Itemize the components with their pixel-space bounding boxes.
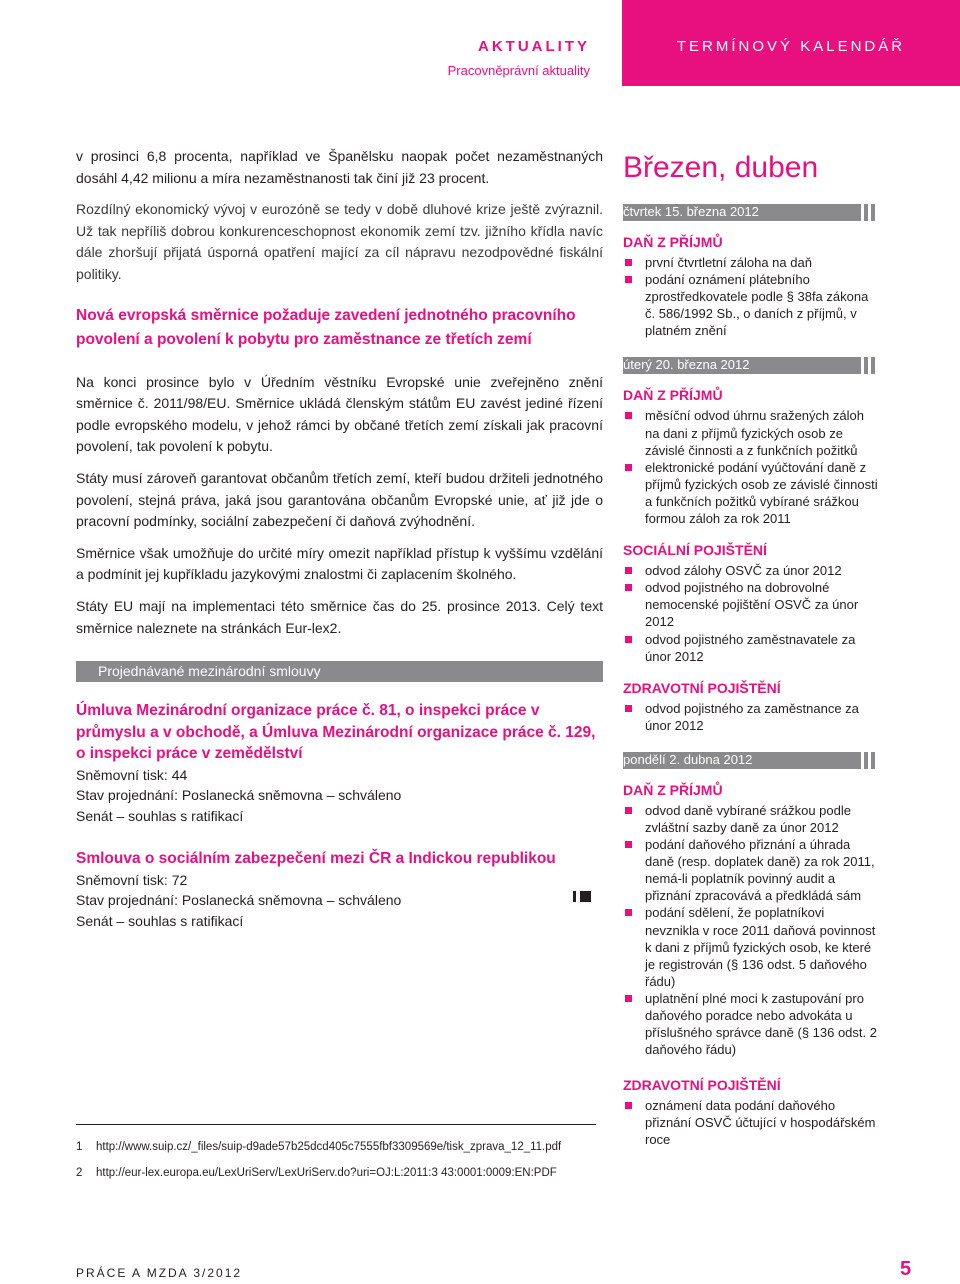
article-paragraph: Směrnice však umožňuje do určité míry omezit například přístup k vyššímu vzdělání a podmínit jej kupříkladu jazykovými znalostmi či zaplacením školného.	[76, 544, 603, 583]
article-subheading: Nová evropská směrnice požaduje zavedení jednotného pracovního povolení a povolení k pobytu pro zaměstnance ze třetích zemí	[76, 306, 576, 348]
footnote	[76, 1167, 557, 1179]
calendar-item: odvod pojistného za zaměstnance za únor 2012	[623, 700, 878, 734]
calendar-item: odvod daně vybírané srážkou podle zvláštní sazby daně za únor 2012	[623, 802, 878, 836]
calendar-group	[623, 386, 878, 527]
treaty-senate: Senát – souhlas s ratifikací	[76, 912, 244, 929]
calendar-group-heading: SOCIÁLNÍ POJIŠTĚNÍ	[623, 542, 767, 559]
calendar-group-heading: ZDRAVOTNÍ POJIŠTĚNÍ	[623, 1077, 781, 1094]
footnote-number: 2	[76, 1167, 83, 1179]
treaty-senate: Senát – souhlas s ratifikací	[76, 807, 244, 824]
calendar-item: podání sdělení, že poplatníkovi nevznikla v roce 2011 daňová povinnost k dani z příjmů fyzických osob, ke které je registrován (§ 136 odst. 5 daňového řádu)	[623, 904, 878, 989]
calendar-item: měsíční odvod úhrnu sražených záloh na dani z příjmů fyzických osob ze závislé činnosti a z funkčních požitků	[623, 407, 878, 458]
treaty-title: Smlouva o sociálním zabezpečení mezi ČR a Indickou republikou	[76, 850, 556, 868]
calendar-group	[623, 781, 878, 1058]
page-number: 5	[900, 1258, 912, 1280]
calendar-date-bar	[623, 204, 873, 221]
section-bar-heading: Projednávané mezinárodní smlouvy	[76, 661, 603, 682]
calendar-group	[623, 541, 878, 665]
calendar-date-bar	[623, 357, 873, 374]
footnote	[76, 1141, 561, 1153]
footnote-link[interactable]: http://www.suip.cz/_files/suip-d9ade57b25dcd405c7555fbf3309569e/tisk_zprava_12_11.pdf	[96, 1141, 562, 1153]
calendar-item: elektronické podání vyúčtování daně z příjmů fyzických osob ze závislé činnosti a funkčních požitků vybírané srážkou formou záloh za rok 2011	[623, 459, 878, 527]
footnote-rule	[76, 1124, 596, 1125]
calendar-title: Březen, duben	[623, 151, 819, 184]
calendar-date: pondělí 2. dubna 2012	[623, 751, 753, 767]
calendar-group-heading: ZDRAVOTNÍ POJIŠTĚNÍ	[623, 679, 781, 696]
calendar-group-heading: DAŇ Z PŘÍJMŮ	[623, 387, 723, 404]
article-paragraph: Na konci prosince bylo v Úředním věstníku Evropské unie zveřejněno znění směrnice č. 2011/98/EU. Směrnice ukládá členským státům EU zavést jediné řízení podle evropského modelu, v jehož rámci by občané třetích zemí získali jak pracovní povolení, tak povolení k pobytu.	[76, 373, 603, 455]
treaty-print: Sněmovní tisk: 72	[76, 871, 188, 888]
calendar-item: oznámení data podání daňového přiznání OSVČ účtující v hospodářském roce	[623, 1097, 878, 1148]
article-paragraph: v prosinci 6,8 procenta, například ve Španělsku naopak počet nezaměstnaných dosáhl 4,42 milionu a míra nezaměstnanosti tak činí již 23 procent.	[76, 148, 603, 186]
calendar-group	[623, 679, 878, 734]
treaty-title: Úmluva Mezinárodní organizace práce č. 81, o inspekci práce v průmyslu a v obchodě, a Úmluva Mezinárodní organizace práce č. 129, o inspekci práce v zemědělství	[76, 702, 596, 763]
treaty-status: Stav projednání: Poslanecká sněmovna – schváleno	[76, 892, 402, 909]
calendar-group	[623, 1076, 878, 1148]
article-paragraph: Státy EU mají na implementaci této směrnice čas do 25. prosince 2013. Celý text směrnice naleznete na stránkách Eur-lex2.	[76, 597, 603, 636]
calendar-date: úterý 20. března 2012	[623, 357, 750, 373]
calendar-header-title: TERMÍNOVÝ KALENDÁŘ	[676, 38, 906, 55]
calendar-item: první čtvrtletní záloha na daň	[623, 254, 878, 271]
calendar-item: podání oznámení plátebního zprostředkovatele podle § 38fa zákona č. 586/1992 Sb., o daních z příjmů, v platném znění	[623, 271, 878, 339]
calendar-item: podání daňového přiznání a úhrada daně (resp. doplatek daně) za rok 2011, nemá-li poplatník povinný audit a přiznání zpracovává a předkládá sám	[623, 836, 878, 904]
article-column	[76, 146, 603, 931]
calendar-item: odvod zálohy OSVČ za únor 2012	[623, 562, 878, 579]
calendar-group-heading: DAŇ Z PŘÍJMŮ	[623, 781, 723, 798]
footnote-number: 1	[76, 1141, 83, 1153]
footnote-link[interactable]: http://eur-lex.europa.eu/LexUriServ/LexUriServ.do?uri=OJ:L:2011:3 43:0001:0009:EN:PDF	[96, 1167, 557, 1179]
calendar-column	[623, 150, 878, 1163]
section-subtitle: Pracovněprávní aktuality	[447, 63, 590, 78]
treaty-print: Sněmovní tisk: 44	[76, 766, 188, 783]
calendar-date-bar	[623, 752, 873, 769]
article-paragraph: Státy musí zároveň garantovat občanům třetích zemí, kteří budou držiteli jednotného povolení, stejná práva, jaká jsou garantována občanům Evropské unie, ať již jde o pracovní podmínky, sociální zabezpečení či daňová zvýhodnění.	[76, 469, 603, 530]
calendar-item: uplatnění plné moci k zastupování pro daňového poradce nebo advokáta u příslušného správce daně (§ 136 odst. 2 daňového řádu)	[623, 990, 878, 1058]
article-paragraph: Rozdílný ekonomický vývoj v eurozóně se tedy v době dluhové krize ještě zvýraznil. Už tak nepříliš dobrou konkurenceschopnost ekonomik zemí tzv. jižního křídla navíc dále zhoršují přijatá úsporná opatření mající za cíl nápravu nezodpovědné fiskální politiky.	[76, 201, 603, 282]
section-title: AKTUALITY	[478, 38, 590, 55]
treaty-status: Stav projednání: Poslanecká sněmovna – schváleno	[76, 787, 402, 804]
calendar-date: čtvrtek 15. března 2012	[623, 204, 759, 219]
magazine-issue: PRÁCE A MZDA 3/2012	[76, 1266, 243, 1280]
calendar-group-heading: DAŇ Z PŘÍJMŮ	[623, 234, 723, 250]
calendar-item: odvod pojistného na dobrovolné nemocenské pojištění OSVČ za únor 2012	[623, 579, 878, 630]
calendar-group	[623, 233, 878, 339]
calendar-item: odvod pojistného zaměstnavatele za únor 2012	[623, 631, 878, 665]
